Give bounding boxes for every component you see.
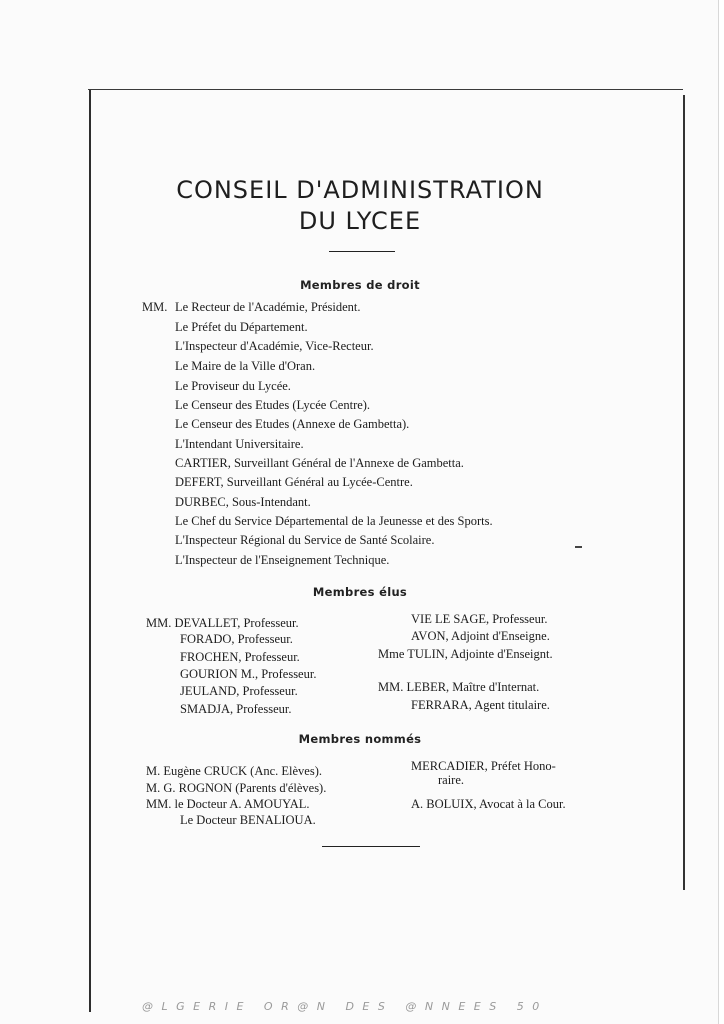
page-title-line-1: CONSEIL D'ADMINISTRATION	[176, 176, 544, 204]
elus-left-line: FORADO, Professeur.	[180, 632, 293, 646]
nommes-left-line: Le Docteur BENALIOUA.	[180, 813, 316, 827]
droit-line: Le Maire de la Ville d'Oran.	[175, 359, 316, 373]
nommes-left-line: M. G. ROGNON (Parents d'élèves).	[146, 781, 327, 795]
frame-right-border	[683, 95, 685, 890]
nommes-left-line: MM. le Docteur A. AMOUYAL.	[146, 797, 310, 811]
droit-line: Le Proviseur du Lycée.	[175, 379, 291, 393]
elus-right-line: FERRARA, Agent titulaire.	[411, 698, 550, 712]
closing-divider	[322, 846, 420, 847]
droit-line: DEFERT, Surveillant Général au Lycée-Centre.	[175, 475, 413, 489]
elus-left-line: JEULAND, Professeur.	[180, 684, 298, 698]
droit-prefix: MM.	[142, 300, 168, 314]
elus-right-line: VIE LE SAGE, Professeur.	[411, 612, 548, 626]
section-heading-elus: Membres élus	[312, 585, 408, 599]
title-divider	[329, 251, 395, 252]
droit-line: Le Recteur de l'Académie, Président.	[175, 300, 361, 314]
droit-line: Le Chef du Service Départemental de la Jeunesse et des Sports.	[175, 514, 493, 528]
droit-line: CARTIER, Surveillant Général de l'Annexe de Gambetta.	[175, 456, 464, 470]
nommes-right-line: raire.	[438, 773, 465, 787]
droit-line: L'Intendant Universitaire.	[175, 437, 304, 451]
droit-line: L'Inspecteur d'Académie, Vice-Recteur.	[175, 339, 374, 353]
droit-line: Le Censeur des Etudes (Lycée Centre).	[175, 398, 371, 412]
nommes-right-line: A. BOLUIX, Avocat à la Cour.	[411, 797, 566, 811]
nommes-right-line: MERCADIER, Préfet Hono-	[411, 759, 556, 773]
droit-line: L'Inspecteur de l'Enseignement Technique.	[175, 553, 390, 567]
page-edge	[718, 0, 724, 1024]
page-title-line-2: DU LYCEE	[298, 207, 422, 235]
droit-line: Le Censeur des Etudes (Annexe de Gambetta).	[175, 417, 410, 431]
elus-left-line: SMADJA, Professeur.	[180, 702, 292, 716]
elus-left-line: GOURION M., Professeur.	[180, 667, 317, 681]
elus-right-line: Mme TULIN, Adjointe d'Enseignt.	[378, 647, 553, 661]
elus-right-line: MM. LEBER, Maître d'Internat.	[378, 680, 540, 694]
footer-watermark: @LGERIE OR@N DES @NNEES 50	[142, 1000, 548, 1013]
droit-line: Le Préfet du Département.	[175, 320, 308, 334]
nommes-left-line: M. Eugène CRUCK (Anc. Elèves).	[146, 764, 323, 778]
droit-line: L'Inspecteur Régional du Service de Santé Scolaire.	[175, 533, 435, 547]
droit-line: DURBEC, Sous-Intendant.	[175, 495, 311, 509]
frame-top-border	[88, 89, 683, 90]
ink-mark	[575, 546, 582, 548]
section-heading-nommes: Membres nommés	[298, 732, 422, 746]
elus-left-line: FROCHEN, Professeur.	[180, 650, 300, 664]
frame-left-border	[89, 90, 91, 1012]
elus-right-line: AVON, Adjoint d'Enseigne.	[411, 629, 550, 643]
section-heading-droit: Membres de droit	[300, 278, 420, 292]
elus-left-line: MM. DEVALLET, Professeur.	[146, 616, 299, 630]
